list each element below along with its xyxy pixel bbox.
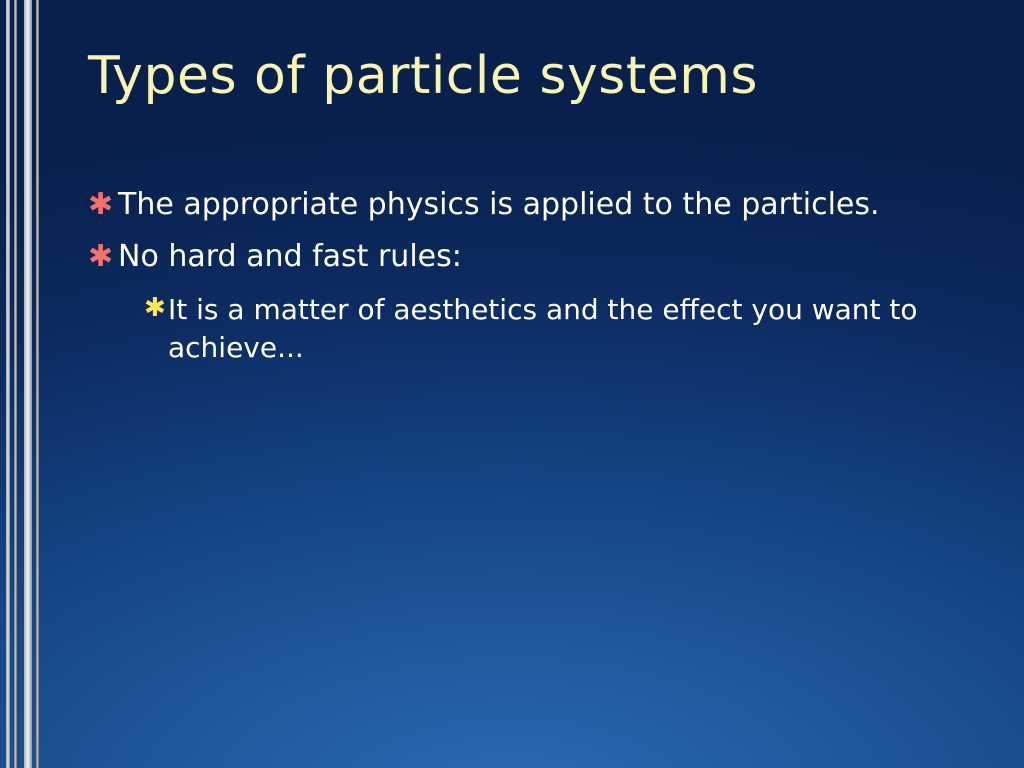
bullet-item <box>88 186 988 224</box>
left-decorative-bars <box>0 0 46 768</box>
slide-body <box>88 186 988 380</box>
bullet-item <box>88 238 988 276</box>
sub-bullet-item <box>144 291 988 367</box>
bullet-text: No hard and fast rules: <box>118 239 462 275</box>
asterisk-bullet-icon: ✱ <box>88 187 114 222</box>
asterisk-bullet-icon: ✱ <box>144 292 166 323</box>
decorative-bar-2 <box>14 0 17 768</box>
bullet-text: The appropriate physics is applied to the particles. <box>118 187 880 222</box>
decorative-bar-1 <box>6 0 10 768</box>
decorative-bar-4 <box>36 0 39 768</box>
decorative-bar-3 <box>24 0 32 768</box>
asterisk-bullet-icon: ✱ <box>88 239 114 275</box>
sub-bullet-text: It is a matter of aesthetics and the effect you want to achieve... <box>168 292 918 364</box>
slide-title: Types of particle systems <box>88 46 758 106</box>
